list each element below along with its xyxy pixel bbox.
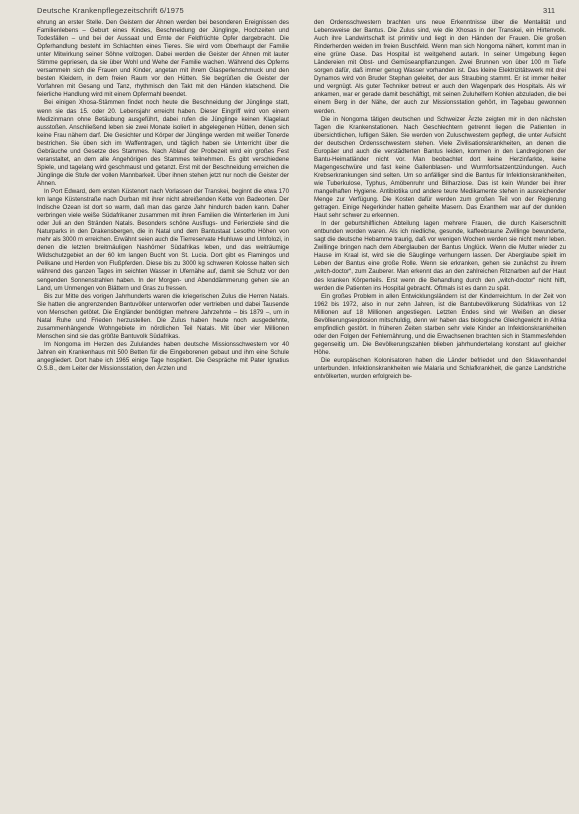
text-column-left [37, 19, 289, 809]
page-number: 311 [543, 6, 555, 15]
paragraph: Bis zur Mitte des vorigen Jahrhunderts waren die kriegerischen Zulus die Herren Natals. Sie hatten die angrenzenden Bantuvölker unterworfen oder vertrieben und dabei Tausende von Menschen getötet. Die Engländer benötigten mehrere Jahrzehnte – bis 1879 –, um in Natal Ruhe und Frieden herzustellen. Die Zulus haben heute noch ausgedehnte, zusammenhängende Wohngebiete im nördlichen Teil Natals. Mit über vier Millionen Menschen sind sie das größte Bantuvolk Südafrikas. [37, 292, 289, 340]
running-header-journal: Deutsche Krankenpflegezeitschrift 6/1975 [37, 6, 184, 15]
paragraph: Die in Nongoma tätigen deutschen und Schweizer Ärzte zeigten mir in den nächsten Tagen die Krankenstationen. Nach Geschlechtern getrennt liegen die Patienten in übersichtlichen, luftigen Sälen. Sie werden von Zuluschwestern gepflegt, die unter Aufsicht der deutschen Ordensschwestern stehen. Viele Zivilisationskrankheiten, an denen die Europäer und auch die verstädterten Bantus leiden, kommen in den Landregionen der Bantu-Heimatländer nicht vor. Man beobachtet dort keine Herzinfarkte, keine Magengeschwüre und fast keine Gallenblasen- und Wurmfortsatzentzündungen. Auch Krebserkrankungen sind selten. Um so anfälliger sind die Bantus für Infektionskrankheiten, wie Tuberkulose, Typhus, Amöbenruhr und Bilharziose. Das ist kein Wunder bei ihrer mangelhaften Hygiene. Antibiotika und andere teure Medikamente stehen in ausreichender Menge zur Verfügung. Die Kosten dafür werden zum großen Teil von der Regierung getragen. Einige Negerkinder hatten geheilte Masern. Das Exanthem war auf der dunklen Haut sehr schwer zu erkennen. [314, 115, 566, 220]
paragraph: den Ordensschwestern brachten uns neue Erkenntnisse über die Mentalität und Lebensweise der Bantus. Die Zulus sind, wie die Xhosas in der Transkei, ein Hirtenvolk. Auch ihre Landwirtschaft ist primitiv und liegt in den Händen der Frauen. Die großen Rinderherden weiden im freien Buschfeld. Wenn man sich Nongoma nähert, kommt man in eine grüne Oase. Das Hospital ist weitgehend autark. In seiner Umgebung liegen Ländereien mit Obst- und Gemüseanpflanzungen. Zwei Brunnen von über 100 m Tiefe sorgen dafür, daß immer genug Wasser vorhanden ist. Das kleine Elektrizitätswerk mit drei Dynamos wird von Bruder Stephan geleitet, der aus Straubing stammt. Er ist immer heiter und vergnügt. Als guter Techniker betreut er auch den Wagenpark des Hospitals. Als wir ankamen, war er gerade damit beschäftigt, mit seinen Zuluhelfern Kohlen abzuladen, die bei einem Berg in der Nähe, der auch zur Missionsstation gehört, im Tagebau gewonnen werden. [314, 19, 566, 115]
paragraph: Ein großes Problem in allen Entwicklungsländern ist der Kinderreichtum. In der Zeit von 1962 bis 1972, also in nur zehn Jahren, ist die Bantubevölkerung Südafrikas von 12 Millionen auf 18 Millionen angestiegen. Letzten Endes sind wir Weißen an dieser Bevölkerungsexplosion mitschuldig, denn wir haben das biologische Gleichgewicht in Afrika empfindlich gestört. In früheren Zeiten starben sehr viele Kinder an Infektionskrankheiten oder den Folgen der Fehlernährung, und die Erwachsenen brachten sich in Stammesfehden gegenseitig um. Die Bevölkerungszahlen blieben jahrhundertelang konstant auf gleicher Höhe. [314, 292, 566, 356]
paragraph: In Port Edward, dem ersten Küstenort nach Vorlassen der Transkei, beginnt die etwa 170 km lange Küstenstraße nach Durban mit ihrer nicht abreißenden Kette von Badeorten. Der Indische Ozean ist dort so warm, daß man das ganze Jahr hindurch baden kann. Daher verbringen viele weiße Südafrikaner zusammen mit ihren Familien die Winterferien im Juni oder Juli an den Stränden Natals. Besonders schöne Ausflugs- und Ferienziele sind die Naturparks in den Drakensbergen, die in Natal und dem Bantustaat Lesotho Höhen von mehr als 3000 m erreichen. Erwähnt seien auch die Tierreservate Hluhluwe und Umfolozi, in denen die letzten breitmäuligen Nashörner Südafrikas leben, und das weiträumige Wildschutzgebiet an der 60 km langen Bucht von St. Lucia. Dort gibt es Flamingos und Pelikane und Herden von Flußpferden. Diese bis zu 3000 kg schweren Kolosse halten sich während des ganzen Tages im seichten Wasser in Ufernähe auf, damit sie Schutz vor den sengenden Sonnenstrahlen haben. In der Morgen- und Abenddämmerung gehen sie an Land, um Unmengen von Blättern und Gras zu fressen. [37, 187, 289, 292]
text-column-right [314, 19, 566, 809]
paragraph: Im Nongoma im Herzen des Zululandes haben deutsche Missionsschwestern vor 40 Jahren ein Krankenhaus mit 500 Betten für die Eingeborenen gebaut und ihm eine Schule angegliedert. Dort habe ich 1965 einige Tage hospitiert. Die Gespräche mit Pater Ignatius O.S.B., dem Leiter der Missionsstation, den Ärzten und [37, 340, 289, 373]
paragraph: Die europäischen Kolonisatoren haben die Länder befriedet und den Sklavenhandel unterbunden. Infektionskrankheiten wie Malaria und Schlafkrankheit, die ganze Landstriche entvölkerten, wurden erfolgreich be- [314, 356, 566, 381]
paragraph: Bei einigen Xhosa-Stämmen findet noch heute die Beschneidung der Jünglinge statt, wenn sie das 15. oder 20. Lebensjahr erreicht haben. Dieser Eingriff wird von einem Medizinmann ohne Betäubung ausgeführt, dabei rufen die Jünglinge keinen Klagelaut ausstoßen. Anschließend leben sie zwei Monate isoliert in abgelegenen Hütten, denen sich keine Frau nähern darf. Die Gesichter und Körper der Jünglinge werden mit weißer Tonerde bestrichen. Sie üben sich im Waffentragen, und täglich haben sie Unterricht über die Gebräuche und Gesetze des Stammes. Nach Ablauf der Probezeit wird ein großes Fest veranstaltet, an dem alle Angehörigen des Stammes teilnehmen. Es gibt verschiedene Spiele, und tagelang wird geschmaust und getanzt. Erst mit der Beschneidung erreichen die Jünglinge die Stufe der vollen Mannbarkeit. Über ihnen stehen jetzt nur noch die Geister der Ahnen. [37, 99, 289, 187]
paragraph: In der geburtshilflichen Abteilung lagen mehrere Frauen, die durch Kaiserschnitt entbunden worden waren. Als ich niedliche, gesunde, kaffeebraune Zwillinge bewunderte, sagt die deutsche Hebamme traurig, daß vor wenigen Wochen werden sie nicht mehr leben. Zwillinge bringen nach dem Aberglauben der Bantus Unglück. Wenn die Mutter wieder zu Hause im Kraal ist, wird sie die Säuglinge verhungern lassen. Der Aberglaube spielt im Leben der Bantus eine große Rolle. Wenn sie erkranken, gehen sie zunächst zu ihrem „witch-doctor“, zum Zauberer. Man erkennt das an den zahlreichen Ritznarben auf der Haut des kranken Körperteils. Erst wenn die Behandlung durch den „witch-doctor“ nicht hilft, werden die Patienten ins Hospital gebracht. Oftmals ist es dann zu spät. [314, 220, 566, 292]
paragraph: ehrung an erster Stelle. Den Geistern der Ahnen werden bei besonderen Ereignissen des Familienlebens – Geburt eines Kindes, Beschneidung der Jünglinge, Hochzeiten und Todesfällen – und bei der Aussaat und Ernte der Feldfrüchte Opfer dargebracht. Die Opferhandlung besteht im Schlachten eines Tieres. Sie wird vom Oberhaupt der Familie unter Mitwirkung seiner Söhne vollzogen. Dabei werden die Geister der Ahnen mit lauter Stimme gepriesen, da sie über Wohl und Wehe der Familie wachen. Während des Opferns versammeln sich die Frauen und Kinder, angetan mit ihrem Glasperlenschmuck und den besten Kleidern, in dem freien Raum vor den Hütten. Sie begrüßen die Geister der Vorfahren mit Gesang und Tanz, rhythmisch den Takt mit den Händen klatschend. Die feierliche Handlung wird mit einem Opfermahl beendet. [37, 19, 289, 99]
